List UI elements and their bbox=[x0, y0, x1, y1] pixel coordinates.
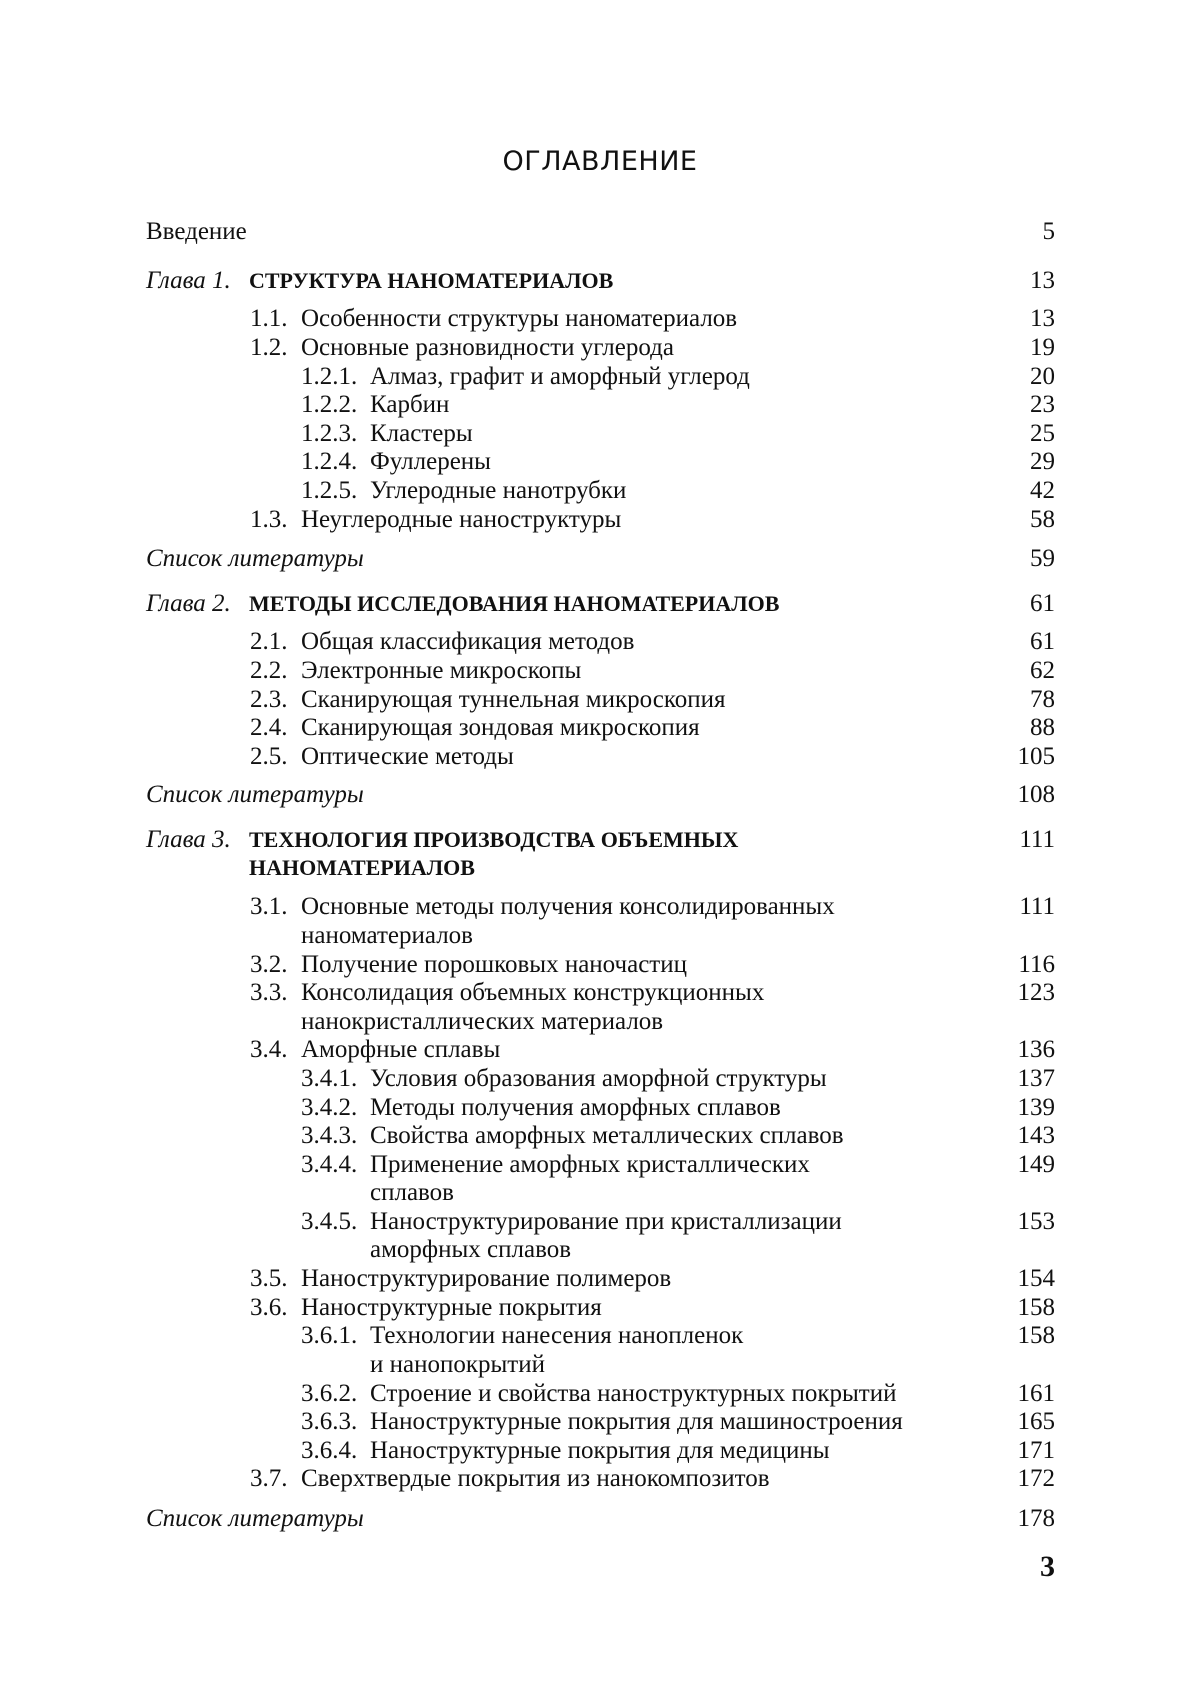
section-number: 2.1. bbox=[250, 628, 288, 655]
section-number: 3.1. bbox=[250, 893, 288, 920]
toc-page-number: 61 bbox=[1030, 590, 1055, 617]
toc-page-number: 143 bbox=[1017, 1122, 1055, 1149]
section-title: Фуллерены bbox=[370, 448, 491, 475]
toc-page-number: 171 bbox=[1017, 1437, 1055, 1464]
section-title: Наноструктурирование при кристаллизации bbox=[370, 1208, 842, 1235]
section-number: 3.3. bbox=[250, 979, 288, 1006]
toc-page-number: 42 bbox=[1030, 477, 1055, 504]
toc-section[interactable] bbox=[0, 979, 1200, 1007]
section-title: Сканирующая туннельная микроскопия bbox=[301, 686, 726, 713]
section-number: 2.2. bbox=[250, 657, 288, 684]
toc-subsection[interactable] bbox=[0, 1408, 1200, 1436]
section-number: 3.4.5. bbox=[301, 1208, 358, 1235]
toc-entry-text: Введение bbox=[146, 218, 247, 245]
section-number: 3.6.2. bbox=[301, 1380, 358, 1407]
toc-page-number: 158 bbox=[1017, 1294, 1055, 1321]
section-number: 1.2.1. bbox=[301, 363, 358, 390]
toc-page-number: 123 bbox=[1017, 979, 1055, 1006]
section-title: Электронные микроскопы bbox=[301, 657, 582, 684]
toc-subsection[interactable] bbox=[0, 1322, 1200, 1350]
section-title: Применение аморфных кристаллических bbox=[370, 1151, 810, 1178]
section-number: 3.4.3. bbox=[301, 1122, 358, 1149]
toc-subsection[interactable] bbox=[0, 448, 1200, 476]
section-title: Свойства аморфных металлических сплавов bbox=[370, 1122, 844, 1149]
section-title: Строение и свойства наноструктурных покрытий bbox=[370, 1380, 897, 1407]
toc-section[interactable] bbox=[0, 686, 1200, 714]
toc-section[interactable] bbox=[0, 305, 1200, 333]
toc-section[interactable] bbox=[0, 714, 1200, 742]
chapter-title: МЕТОДЫ ИССЛЕДОВАНИЯ НАНОМАТЕРИАЛОВ bbox=[249, 591, 780, 616]
chapter-label: Глава 3. bbox=[146, 826, 231, 853]
toc-page-number: 88 bbox=[1030, 714, 1055, 741]
chapter-title-continued: НАНОМАТЕРИАЛОВ bbox=[249, 855, 475, 880]
toc-section[interactable] bbox=[0, 506, 1200, 534]
section-title-continued: сплавов bbox=[370, 1179, 454, 1206]
section-title: Сканирующая зондовая микроскопия bbox=[301, 714, 700, 741]
toc-page-number: 136 bbox=[1017, 1036, 1055, 1063]
section-number: 3.6.3. bbox=[301, 1408, 358, 1435]
section-title: Аморфные сплавы bbox=[301, 1036, 501, 1063]
section-title-continued: наноматериалов bbox=[301, 922, 473, 949]
section-title: Технологии нанесения нанопленок bbox=[370, 1322, 744, 1349]
section-title: Углеродные нанотрубки bbox=[370, 477, 627, 504]
toc-subsection[interactable] bbox=[0, 1151, 1200, 1179]
section-number: 1.2.4. bbox=[301, 448, 358, 475]
section-number: 3.2. bbox=[250, 951, 288, 978]
section-number: 1.1. bbox=[250, 305, 288, 332]
references-label: Список литературы bbox=[146, 545, 364, 572]
section-title: Основные методы получения консолидированных bbox=[301, 893, 835, 920]
section-title: Сверхтвердые покрытия из нанокомпозитов bbox=[301, 1465, 770, 1492]
toc-page-number: 116 bbox=[1018, 951, 1055, 978]
section-title: Методы получения аморфных сплавов bbox=[370, 1094, 781, 1121]
section-title: Наноструктурные покрытия для медицины bbox=[370, 1437, 830, 1464]
references-label: Список литературы bbox=[146, 1505, 364, 1532]
toc-intro[interactable] bbox=[0, 218, 1200, 246]
section-number: 2.4. bbox=[250, 714, 288, 741]
toc-page-number: 172 bbox=[1017, 1465, 1055, 1492]
toc-section[interactable] bbox=[0, 1265, 1200, 1293]
toc-page-number: 5 bbox=[1042, 218, 1055, 245]
section-number: 1.2.2. bbox=[301, 391, 358, 418]
toc-page-number: 13 bbox=[1030, 305, 1055, 332]
toc-page-number: 108 bbox=[1017, 781, 1055, 808]
references-entry[interactable] bbox=[0, 545, 1200, 573]
toc-section[interactable] bbox=[0, 893, 1200, 921]
section-title: Кластеры bbox=[370, 420, 473, 447]
toc-page-number: 178 bbox=[1017, 1505, 1055, 1532]
toc-page-number: 25 bbox=[1030, 420, 1055, 447]
chapter-title: ТЕХНОЛОГИЯ ПРОИЗВОДСТВА ОБЪЕМНЫХ bbox=[249, 827, 739, 852]
section-number: 3.5. bbox=[250, 1265, 288, 1292]
toc-section[interactable] bbox=[0, 334, 1200, 362]
toc-subsection[interactable] bbox=[0, 1437, 1200, 1465]
toc-subsection[interactable] bbox=[0, 1094, 1200, 1122]
section-title: Неуглеродные наноструктуры bbox=[301, 506, 622, 533]
toc-subsection[interactable] bbox=[0, 477, 1200, 505]
chapter-3-heading-continued bbox=[0, 854, 1200, 882]
toc-subsection-continued bbox=[0, 1236, 1200, 1264]
toc-page-number: 13 bbox=[1030, 267, 1055, 294]
toc-page-number: 111 bbox=[1019, 826, 1055, 853]
toc-page-number: 149 bbox=[1017, 1151, 1055, 1178]
toc-page-number: 105 bbox=[1017, 743, 1055, 770]
section-title: Оптические методы bbox=[301, 743, 514, 770]
section-title-continued: нанокристаллических материалов bbox=[301, 1008, 664, 1035]
toc-page-number: 161 bbox=[1017, 1380, 1055, 1407]
section-title: Получение порошковых наночастиц bbox=[301, 951, 687, 978]
toc-page-number: 59 bbox=[1030, 545, 1055, 572]
section-number: 1.3. bbox=[250, 506, 288, 533]
toc-section[interactable] bbox=[0, 743, 1200, 771]
toc-section[interactable] bbox=[0, 951, 1200, 979]
toc-section[interactable] bbox=[0, 1036, 1200, 1064]
section-number: 3.4. bbox=[250, 1036, 288, 1063]
section-number: 2.5. bbox=[250, 743, 288, 770]
toc-subsection[interactable] bbox=[0, 1122, 1200, 1150]
section-title: Общая классификация методов bbox=[301, 628, 635, 655]
section-title: Алмаз, графит и аморфный углерод bbox=[370, 363, 750, 390]
chapter-label: Глава 2. bbox=[146, 590, 231, 617]
references-entry[interactable] bbox=[0, 781, 1200, 809]
section-title: Особенности структуры наноматериалов bbox=[301, 305, 738, 332]
toc-page-number: 61 bbox=[1030, 628, 1055, 655]
chapter-3-heading[interactable] bbox=[0, 826, 1200, 854]
toc-section[interactable] bbox=[0, 1465, 1200, 1493]
section-number: 3.6.1. bbox=[301, 1322, 358, 1349]
toc-section[interactable] bbox=[0, 628, 1200, 656]
toc-page-number: 23 bbox=[1030, 391, 1055, 418]
toc-page-number: 62 bbox=[1030, 657, 1055, 684]
toc-page-number: 78 bbox=[1030, 686, 1055, 713]
page-number: 3 bbox=[1040, 1550, 1055, 1583]
toc-subsection[interactable] bbox=[0, 1380, 1200, 1408]
section-title: Условия образования аморфной структуры bbox=[370, 1065, 827, 1092]
toc-subsection-continued bbox=[0, 1179, 1200, 1207]
references-label: Список литературы bbox=[146, 781, 364, 808]
toc-page-number: 19 bbox=[1030, 334, 1055, 361]
page-title: ОГЛАВЛЕНИЕ bbox=[502, 146, 698, 177]
toc-page-number: 137 bbox=[1017, 1065, 1055, 1092]
section-number: 3.4.1. bbox=[301, 1065, 358, 1092]
toc-page-number: 158 bbox=[1017, 1322, 1055, 1349]
section-number: 3.6. bbox=[250, 1294, 288, 1321]
chapter-2-heading[interactable] bbox=[0, 590, 1200, 618]
references-entry[interactable] bbox=[0, 1505, 1200, 1533]
section-title: Наноструктурные покрытия для машиностроения bbox=[370, 1408, 903, 1435]
toc-page-number: 29 bbox=[1030, 448, 1055, 475]
toc-page-number: 139 bbox=[1017, 1094, 1055, 1121]
toc-page-number: 165 bbox=[1017, 1408, 1055, 1435]
section-title: Наноструктурные покрытия bbox=[301, 1294, 602, 1321]
section-number: 2.3. bbox=[250, 686, 288, 713]
toc-subsection[interactable] bbox=[0, 1065, 1200, 1093]
section-number: 3.7. bbox=[250, 1465, 288, 1492]
toc-subsection[interactable] bbox=[0, 1208, 1200, 1236]
chapter-title: СТРУКТУРА НАНОМАТЕРИАЛОВ bbox=[249, 268, 614, 293]
toc-page-number: 111 bbox=[1019, 893, 1055, 920]
section-number: 3.6.4. bbox=[301, 1437, 358, 1464]
section-title: Консолидация объемных конструкционных bbox=[301, 979, 765, 1006]
toc-subsection-continued bbox=[0, 1351, 1200, 1379]
toc-section[interactable] bbox=[0, 657, 1200, 685]
toc-subsection[interactable] bbox=[0, 363, 1200, 391]
toc-page-number: 153 bbox=[1017, 1208, 1055, 1235]
toc-page-number: 58 bbox=[1030, 506, 1055, 533]
toc-subsection[interactable] bbox=[0, 420, 1200, 448]
section-title-continued: и нанопокрытий bbox=[370, 1351, 545, 1378]
section-title: Основные разновидности углерода bbox=[301, 334, 674, 361]
toc-section[interactable] bbox=[0, 1294, 1200, 1322]
section-number: 3.4.2. bbox=[301, 1094, 358, 1121]
section-number: 1.2.3. bbox=[301, 420, 358, 447]
toc-subsection[interactable] bbox=[0, 391, 1200, 419]
section-number: 3.4.4. bbox=[301, 1151, 358, 1178]
section-title-continued: аморфных сплавов bbox=[370, 1236, 572, 1263]
chapter-1-heading[interactable] bbox=[0, 267, 1200, 295]
section-number: 1.2. bbox=[250, 334, 288, 361]
toc-page-number: 20 bbox=[1030, 363, 1055, 390]
toc-page-number: 154 bbox=[1017, 1265, 1055, 1292]
toc-section-continued bbox=[0, 1008, 1200, 1036]
toc-section-continued bbox=[0, 922, 1200, 950]
section-number: 1.2.5. bbox=[301, 477, 358, 504]
section-title: Наноструктурирование полимеров bbox=[301, 1265, 672, 1292]
chapter-label: Глава 1. bbox=[146, 267, 231, 294]
section-title: Карбин bbox=[370, 391, 450, 418]
